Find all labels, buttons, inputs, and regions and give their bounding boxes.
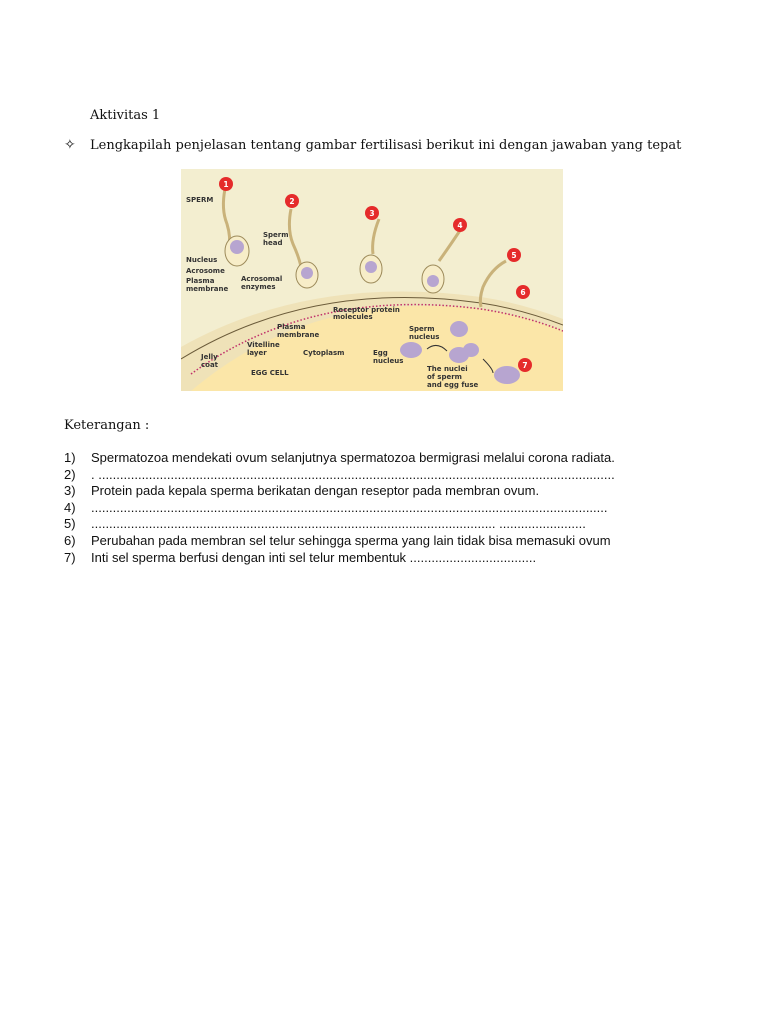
item-number: 2) <box>64 466 76 482</box>
list-item <box>64 550 704 567</box>
step-number-6: 6 <box>520 288 526 297</box>
list-item <box>64 500 704 517</box>
step-number-3: 3 <box>369 209 375 218</box>
item-blank: ................................................................................................................ ........................ <box>91 516 586 532</box>
fertilization-diagram <box>181 169 563 391</box>
label-receptor-2: molecules <box>333 313 373 321</box>
step-number-2: 2 <box>289 197 295 206</box>
label-jelly-coat-2: coat <box>201 361 219 369</box>
label-egg-plasma-membrane-2: membrane <box>277 331 320 339</box>
item-number: 5) <box>64 516 76 532</box>
instruction <box>64 137 681 153</box>
nuclei-fusing-b <box>463 343 479 357</box>
label-sperm-nucleus-1: Sperm <box>409 325 435 333</box>
list-item <box>64 533 704 550</box>
item-text: Protein pada kepala sperma berikatan dengan reseptor pada membran ovum. <box>91 483 540 499</box>
item-number: 4) <box>64 499 76 515</box>
label-vitelline-1: Vitelline <box>247 341 280 349</box>
label-plasma-membrane-2: membrane <box>186 285 229 293</box>
item-number: 6) <box>64 532 76 548</box>
step-number-4: 4 <box>457 221 463 230</box>
label-acrosomal-enzymes-1: Acrosomal <box>241 275 283 283</box>
sperm-nucleus-3 <box>365 261 377 273</box>
sperm-nucleus-4 <box>427 275 439 287</box>
label-receptor-1: Receptor protein <box>333 306 400 314</box>
step-number-5: 5 <box>511 251 517 260</box>
item-blank: ............................................................................................................................................... <box>91 499 608 515</box>
keterangan-heading: Keterangan : <box>64 418 150 433</box>
step-number-1: 1 <box>223 180 229 189</box>
step-number-7: 7 <box>522 361 528 370</box>
sperm-nucleus-2 <box>301 267 313 279</box>
activity-heading: Aktivitas 1 <box>90 108 161 123</box>
label-egg-nucleus-1: Egg <box>373 349 388 357</box>
label-nucleus: Nucleus <box>186 256 218 264</box>
instruction-text: Lengkapilah penjelasan tentang gambar fertilisasi berikut ini dengan jawaban yang tepat <box>90 137 682 153</box>
label-acrosomal-enzymes-2: enzymes <box>241 283 276 291</box>
label-egg-cell: EGG CELL <box>251 369 289 377</box>
fertilization-diagram-svg <box>181 169 563 391</box>
label-sperm-head-2: head <box>263 239 283 247</box>
label-sperm: SPERM <box>186 196 214 204</box>
label-jelly-coat-1: Jelly <box>201 353 218 361</box>
list-item <box>64 450 704 467</box>
item-number: 7) <box>64 549 76 565</box>
item-number: 3) <box>64 483 76 499</box>
item-text: Spermatozoa mendekati ovum selanjutnya spermatozoa bermigrasi melalui corona radiata. <box>91 450 615 465</box>
label-sperm-nucleus-2: nucleus <box>409 333 440 341</box>
sperm-nucleus-inside <box>450 321 468 337</box>
item-text: Perubahan pada membran sel telur sehingga sperma yang lain tidak bisa memasuki ovum <box>91 532 611 548</box>
egg-nucleus <box>400 342 422 358</box>
label-egg-nucleus-2: nucleus <box>373 357 404 365</box>
answer-list <box>64 450 704 566</box>
label-acrosome: Acrosome <box>186 267 225 275</box>
label-fuse-3: and egg fuse <box>427 381 479 389</box>
list-item <box>64 516 704 533</box>
label-fuse-1: The nuclei <box>427 365 468 373</box>
list-item <box>64 483 704 500</box>
fused-nucleus <box>494 366 520 384</box>
item-blank: . ............................................................................................................................................... <box>91 466 615 482</box>
label-egg-plasma-membrane-1: Plasma <box>277 323 306 331</box>
label-vitelline-2: layer <box>247 349 267 357</box>
star-bullet-icon: ✧ <box>64 137 76 153</box>
label-cytoplasm: Cytoplasm <box>303 349 345 357</box>
item-number: 1) <box>64 450 76 465</box>
list-item <box>64 467 704 484</box>
sperm-nucleus-1 <box>230 240 244 254</box>
label-sperm-head-1: Sperm <box>263 231 289 239</box>
item-text: Inti sel sperma berfusi dengan inti sel telur membentuk ................................... <box>91 549 537 565</box>
label-plasma-membrane-1: Plasma <box>186 277 215 285</box>
label-fuse-2: of sperm <box>427 373 462 381</box>
